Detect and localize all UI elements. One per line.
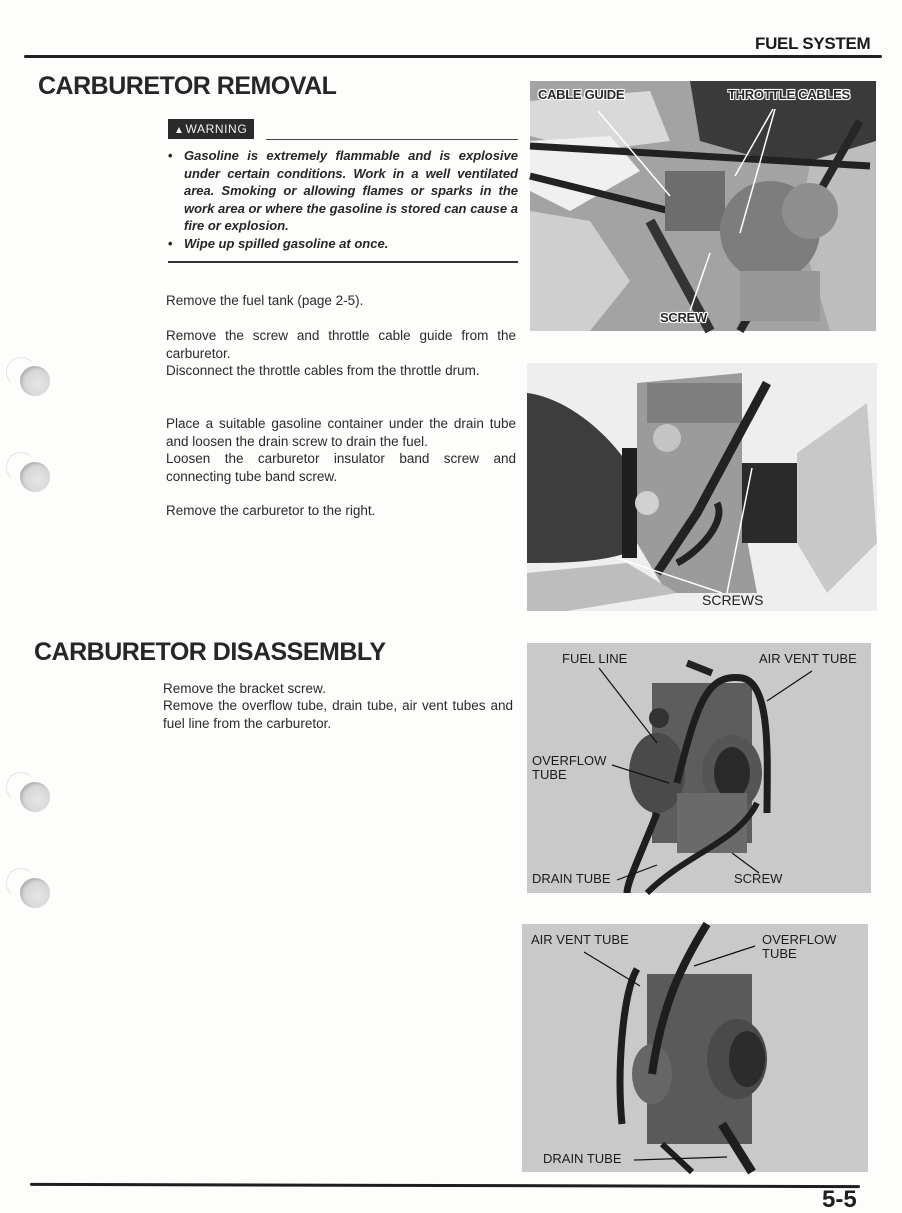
punch-hole [20,366,50,396]
warning-item: • Gasoline is extremely flammable and is explosive under certain conditions. Work in a well ventilated area. Smoking or allowing flames or sparks in the work area or where the gasoline is stored can cause a fire or explosion. [168,148,518,233]
warning-list [168,147,518,252]
punch-hole [20,782,50,812]
removal-step: Place a suitable gasoline container under the drain tube and loosen the drain screw to drain the fuel. [166,416,516,449]
removal-step: Remove the screw and throttle cable guide from the carburetor. [166,328,516,361]
figure-throttle-cables-photo [530,81,876,331]
removal-title: CARBURETOR REMOVAL [38,72,337,100]
callout-throttle-cables: THROTTLE CABLES [728,87,850,102]
page-number: 5-5 [822,1186,857,1213]
callout-screw: SCREW [734,871,783,886]
disassembly-step: Remove the bracket screw. [163,681,326,696]
photo-illustration [527,363,877,611]
callout-air-vent-tube: AIR VENT TUBE [531,932,629,947]
removal-step: Loosen the carburetor insulator band screw and connecting tube band screw. [166,451,516,484]
callout-fuel-line: FUEL LINE [562,651,628,666]
warning-triangle-icon: ▲ [174,125,185,136]
callout-screws: SCREWS [702,592,764,608]
warning-divider-top [266,139,518,140]
disassembly-step: Remove the overflow tube, drain tube, air vent tubes and fuel line from the carburetor. [163,698,513,731]
callout-screw: SCREW [660,310,707,325]
callout-cable-guide: CABLE GUIDE [538,87,625,102]
callout-overflow-tube: OVERFLOW TUBE [762,932,837,961]
header-rule [24,55,882,58]
photo-illustration [530,81,876,331]
figure-carburetor-right-photo [522,924,868,1172]
figure-carburetor-left-photo [527,643,871,893]
disassembly-title: CARBURETOR DISASSEMBLY [34,638,386,666]
removal-step: Disconnect the throttle cables from the throttle drum. [166,363,480,378]
warning-divider-bottom [168,261,518,263]
figure-carburetor-mounted-photo [527,363,877,611]
removal-step: Remove the fuel tank (page 2-5). [166,293,364,308]
photo-illustration [522,924,868,1172]
footer-rule [30,1183,860,1188]
callout-drain-tube: DRAIN TUBE [543,1151,622,1166]
callout-air-vent-tube: AIR VENT TUBE [759,651,857,666]
warning-item: • Wipe up spilled gasoline at once. [168,235,389,251]
warning-box [168,119,518,263]
removal-step: Remove the carburetor to the right. [166,503,376,518]
punch-hole [20,462,50,492]
warning-label: ▲WARNING [168,119,254,139]
callout-overflow-tube: OVERFLOW TUBE [532,753,607,782]
section-title: FUEL SYSTEM [755,34,871,53]
callout-drain-tube: DRAIN TUBE [532,871,611,886]
punch-hole [20,878,50,908]
